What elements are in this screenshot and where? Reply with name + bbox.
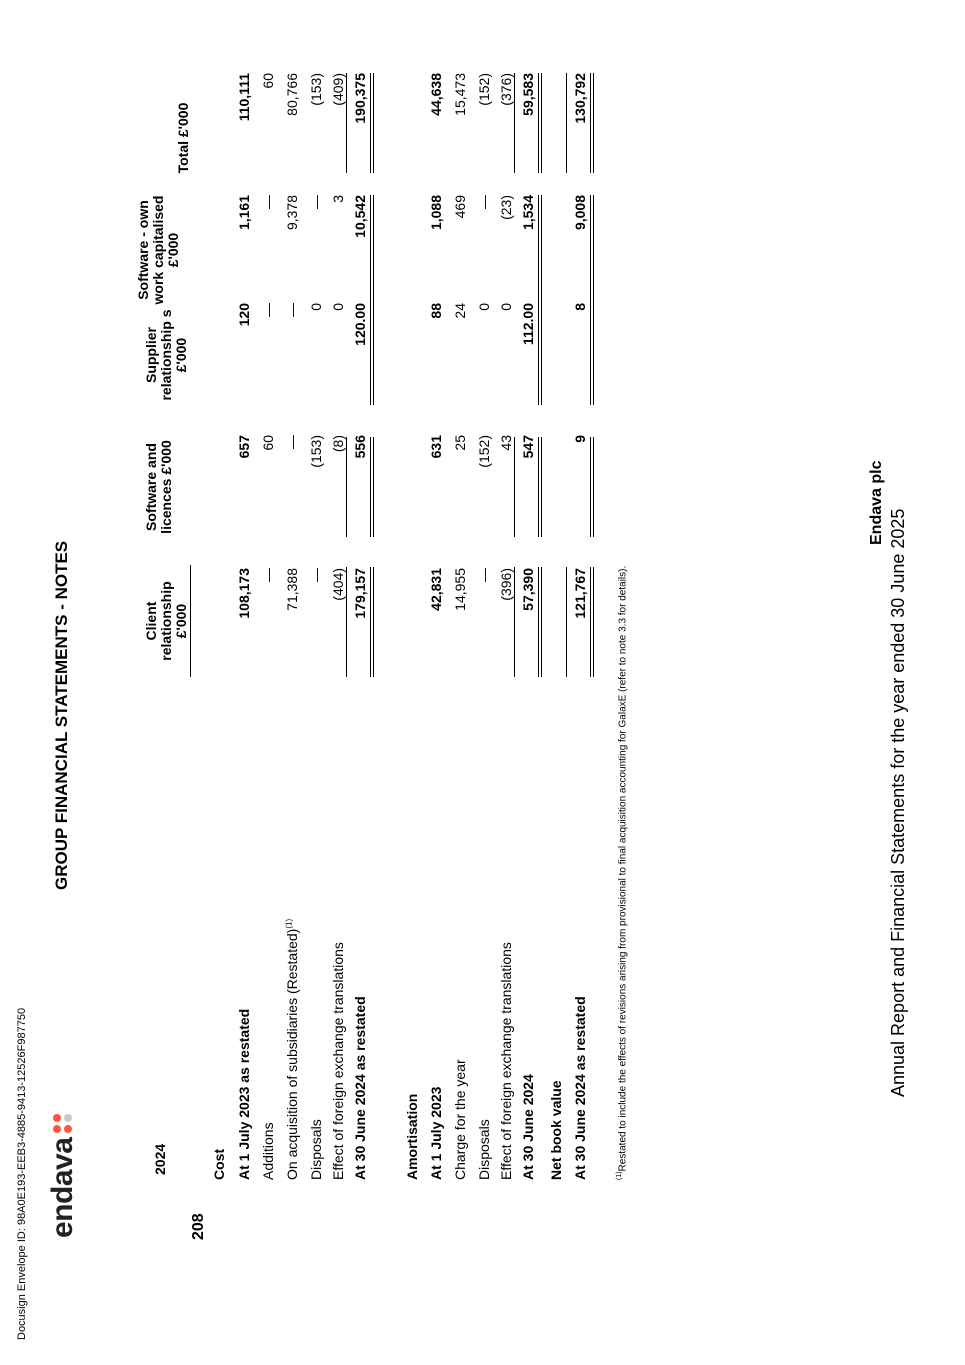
table-cell: 71,388 — [284, 568, 300, 611]
table-year: 2024 — [152, 1143, 168, 1175]
table-cell: — — [476, 195, 492, 209]
table-cell: 43 — [498, 435, 514, 451]
table-cell: 556 — [352, 435, 368, 459]
table-cell: — — [284, 435, 300, 449]
table-cell: 9 — [572, 435, 588, 443]
table-cell: — — [308, 568, 324, 582]
page-number: 208 — [190, 1213, 207, 1240]
table-cell: 631 — [428, 435, 444, 459]
table-cell: 9,378 — [284, 195, 300, 231]
section-nbv: Net book value — [548, 1080, 564, 1180]
table-cell: 0 — [308, 303, 324, 311]
table-cell: 110,111 — [236, 73, 252, 122]
table-cell: 657 — [236, 435, 252, 459]
row-label-cost-additions: Additions — [260, 1122, 276, 1180]
table-cell: 112.00 — [520, 303, 536, 346]
table-cell: 108,173 — [236, 568, 252, 619]
row-label-amort-opening: At 1 July 2023 — [428, 1086, 444, 1180]
table-cell: 120 — [236, 303, 252, 327]
table-cell: 9,008 — [572, 195, 588, 231]
table-cell: (23) — [498, 195, 514, 220]
table-cell: 121,767 — [572, 568, 588, 619]
table-cell: (153) — [308, 73, 324, 106]
table-cell: (409) — [330, 73, 346, 106]
table-cell: 15,473 — [452, 73, 468, 116]
footer-company: Endava plc — [868, 460, 885, 545]
footnote: $^{(1)}$Restated to include the effects of revisions arising from provisional to final acquisition accounting for GalaxE (refer to note 3.3 for details). — [616, 565, 629, 1180]
table-cell: (152) — [476, 435, 492, 468]
table-cell: 1,534 — [520, 195, 536, 231]
table-cell: 24 — [452, 303, 468, 319]
table-cell: 80,766 — [284, 73, 300, 116]
row-label-cost-closing: At 30 June 2024 as restated — [352, 996, 368, 1180]
col-header-total: Total £'000 — [175, 102, 191, 174]
table-cell: — — [260, 568, 276, 582]
col-header-software-licences: Software and licences £'000 — [143, 440, 174, 534]
row-label-amort-closing: At 30 June 2024 — [520, 1074, 536, 1180]
footer-report-title: Annual Report and Financial Statements for the year ended 30 June 2025 — [888, 508, 908, 1097]
table-cell: 547 — [520, 435, 536, 459]
row-label-amort-fx: Effect of foreign exchange translations — [498, 942, 514, 1180]
row-label-nbv: At 30 June 2024 as restated — [572, 996, 588, 1180]
table-cell: 3 — [330, 195, 346, 203]
row-label-amort-charge: Charge for the year — [452, 1059, 468, 1180]
row-label-cost-disposals: Disposals — [308, 1119, 324, 1180]
endava-logo-icon — [52, 1112, 74, 1134]
table-cell: 0 — [330, 303, 346, 311]
table-cell: 130,792 — [572, 73, 588, 124]
logo-text: endava — [46, 1137, 79, 1238]
row-label-amort-disposals: Disposals — [476, 1119, 492, 1180]
table-cell: 44,638 — [428, 73, 444, 116]
table-cell: 88 — [428, 303, 444, 319]
table-cell: (153) — [308, 435, 324, 468]
table-cell: 120.00 — [352, 303, 368, 346]
table-cell: 10,542 — [352, 195, 368, 238]
table-cell: 57,390 — [520, 568, 536, 611]
table-cell: 1,161 — [236, 195, 252, 231]
page-title: GROUP FINANCIAL STATEMENTS - NOTES — [52, 540, 71, 890]
table-cell: — — [308, 195, 324, 209]
table-cell: 25 — [452, 435, 468, 451]
table-cell: 59,583 — [520, 73, 536, 116]
table-cell: (8) — [330, 435, 346, 453]
table-cell: 42,831 — [428, 568, 444, 611]
col-header-own-work: Software - own work capitalised £'000 — [135, 195, 181, 305]
table-cell: 14,955 — [452, 568, 468, 611]
table-cell: 179,157 — [352, 568, 368, 619]
table-cell: (404) — [330, 568, 346, 601]
col-header-supplier: Supplier relationship s £'000 — [143, 309, 189, 401]
table-cell: — — [284, 303, 300, 317]
section-amortisation: Amortisation — [404, 1093, 420, 1180]
table-cell: 0 — [476, 303, 492, 311]
table-cell: — — [476, 568, 492, 582]
row-label-cost-opening: At 1 July 2023 as restated — [236, 1008, 252, 1180]
table-cell: (152) — [476, 73, 492, 106]
table-cell: — — [260, 195, 276, 209]
table-cell: (376) — [498, 73, 514, 106]
table-cell: 60 — [260, 435, 276, 451]
table-cell: 1,088 — [428, 195, 444, 231]
footnote-marker: (1) — [284, 918, 294, 929]
col-header-client: Client relationship £'000 — [144, 565, 191, 677]
table-cell: 469 — [452, 195, 468, 219]
endava-logo — [46, 1112, 80, 1238]
row-label-cost-acquisition: On acquisition of subsidiaries (Restated)$^{(1)}$ — [284, 918, 300, 1180]
table-cell: 60 — [260, 73, 276, 89]
table-cell: 0 — [498, 303, 514, 311]
envelope-id: Docusign Envelope ID: 98A0E193-EEB3-4885-9413-12526F987750 — [16, 1007, 28, 1340]
table-cell: — — [260, 303, 276, 317]
section-cost: Cost — [211, 1148, 227, 1180]
table-cell: 8 — [572, 303, 588, 311]
row-label-cost-fx: Effect of foreign exchange translations — [330, 942, 346, 1180]
table-cell: (396) — [498, 568, 514, 601]
table-cell: 190,375 — [352, 73, 368, 124]
